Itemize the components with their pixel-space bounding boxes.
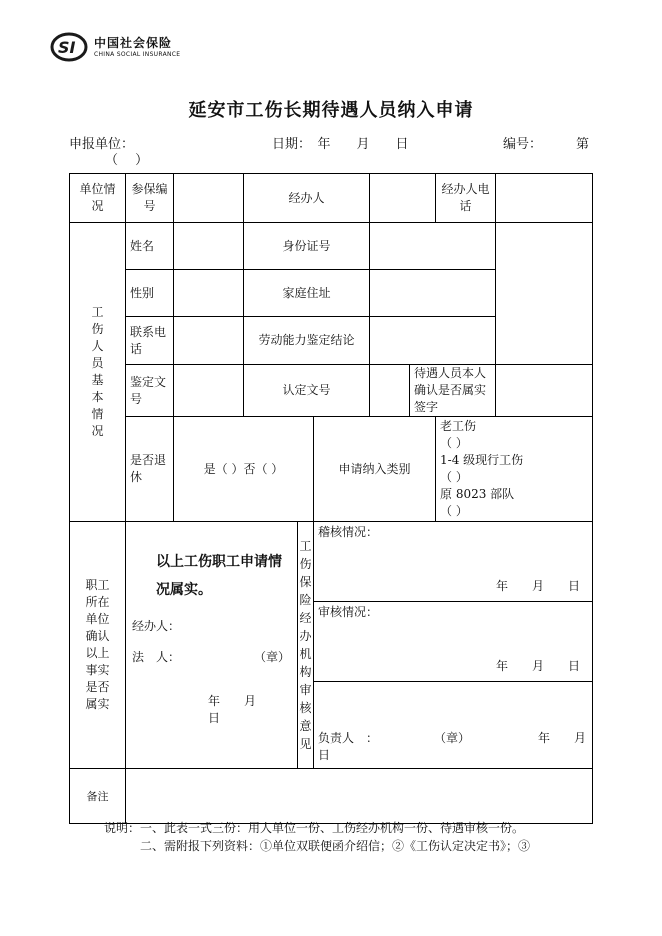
unit-confirm-cell	[126, 522, 298, 769]
category-current-paren: （ ）	[440, 470, 468, 484]
injured-basic-info-label: 工 伤 人 员 基 本 情 况	[70, 223, 126, 522]
confirm-legal	[132, 649, 291, 666]
appraisal-no-field[interactable]	[174, 365, 244, 417]
phone-label: 联系电话	[126, 317, 174, 365]
unit-info-label: 单位情况	[70, 174, 126, 223]
remark-label: 备注	[70, 769, 126, 824]
remark-field[interactable]	[126, 769, 593, 824]
phone-field[interactable]	[174, 317, 244, 365]
id-no-field[interactable]	[370, 223, 496, 270]
confirm-statement: 以上工伤职工申请情况属实。	[156, 554, 282, 598]
leader-cell[interactable]	[314, 682, 593, 769]
category-8023: 原 8023 部队	[440, 487, 515, 501]
id-no-label: 身份证号	[244, 223, 370, 270]
leader-label: 负责人 ：	[318, 731, 379, 745]
check-date: 年 月 日	[496, 579, 581, 593]
address-field[interactable]	[370, 270, 496, 317]
number-label: 编号：	[503, 137, 543, 152]
page-di-label: 第	[576, 137, 590, 152]
confirm-date: 年 月 日	[208, 694, 281, 725]
handler-phone-label: 经办人电话	[436, 174, 496, 223]
audit-date: 年 月 日	[496, 659, 581, 673]
confirm-sign-field[interactable]	[496, 365, 593, 417]
notes-line-2: 二、需附报下列资料：①单位双联便函介绍信；②《工伤认定决定书》；③	[140, 839, 531, 853]
notes-line-1: 说明：一、此表一式三份：用人单位一份、工伤经办机构一份、待遇审核一份。	[104, 821, 525, 835]
confirm-legal-label: 法 人：	[132, 650, 181, 664]
social-insurance-logo-icon	[50, 32, 88, 62]
ability-label: 劳动能力鉴定结论	[244, 317, 370, 365]
unit-label: 申报单位：	[69, 137, 135, 152]
leader-date-1: 年 月	[538, 731, 587, 745]
photo-area	[496, 223, 593, 365]
gender-field[interactable]	[174, 270, 244, 317]
confirm-sign-label: 待遇人员本人确认是否属实签字	[410, 365, 496, 417]
confirm-handler: 经办人：	[132, 619, 181, 633]
page-title: 延安市工伤长期待遇人员纳入申请	[188, 100, 474, 121]
appraisal-no-label: 鉴定文号	[126, 365, 174, 417]
agency-review-label: 工 伤 保 险 经 办 机 构 审 核 意 见	[298, 522, 314, 769]
retired-choice[interactable]: 是（ ）否（ ）	[174, 417, 314, 522]
logo-text-en: CHINA SOCIAL INSURANCE	[94, 51, 181, 58]
logo	[50, 32, 190, 62]
name-label: 姓名	[126, 223, 174, 270]
audit-label: 审核情况：	[318, 605, 379, 619]
category-options[interactable]	[436, 417, 593, 522]
leader-seal: （章）	[434, 731, 471, 745]
audit-cell[interactable]	[314, 602, 593, 682]
check-cell[interactable]	[314, 522, 593, 602]
category-current: 1-4 级现行工伤	[440, 453, 524, 467]
address-label: 家庭住址	[244, 270, 370, 317]
insured-no-field[interactable]	[174, 174, 244, 223]
date-label: 日期： 年 月 日	[272, 137, 409, 152]
cert-no-label: 认定文号	[244, 365, 370, 417]
notes	[104, 819, 530, 855]
ability-field[interactable]	[370, 317, 496, 365]
gender-label: 性别	[126, 270, 174, 317]
confirm-seal: （章）	[254, 650, 291, 664]
handler-label: 经办人	[244, 174, 370, 223]
leader-date-2: 日	[318, 748, 331, 762]
cert-no-field[interactable]	[370, 365, 410, 417]
check-label: 稽核情况：	[318, 525, 379, 539]
category-8023-paren: （ ）	[440, 504, 468, 518]
handler-field[interactable]	[370, 174, 436, 223]
insured-no-label: 参保编号	[126, 174, 174, 223]
category-label: 申请纳入类别	[314, 417, 436, 522]
application-form-table	[69, 173, 593, 824]
category-old: 老工伤	[440, 419, 477, 433]
svg-text:SI: SI	[58, 38, 76, 57]
category-old-paren: （ ）	[440, 436, 468, 450]
name-field[interactable]	[174, 223, 244, 270]
unit-confirm-label: 职工 所在 单位 确认 以上 事实 是否 属实	[70, 522, 126, 769]
handler-phone-field[interactable]	[496, 174, 593, 223]
page-paren: （ ）	[105, 153, 149, 168]
logo-text-cn: 中国社会保险	[94, 36, 173, 50]
retired-label: 是否退休	[126, 417, 174, 522]
